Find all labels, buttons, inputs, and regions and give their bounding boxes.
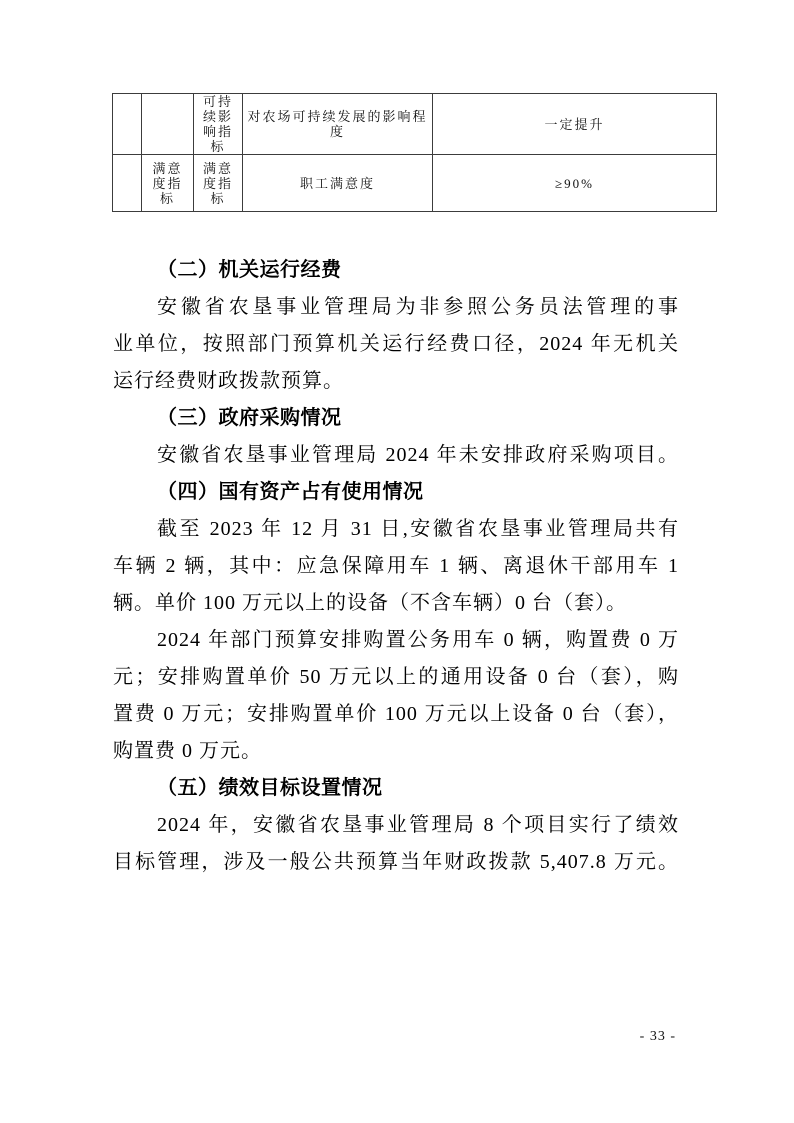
paragraph-line: 辆。单价 100 万元以上的设备（不含车辆）0 台（套）。 bbox=[113, 592, 627, 614]
cell-text: 对农场可持续发展的影响程度 bbox=[247, 109, 428, 139]
cell-text: 可持续影响指标 bbox=[202, 94, 233, 154]
table-cell-indicator-value bbox=[433, 94, 717, 155]
paragraph-line: 购置费 0 万元。 bbox=[113, 740, 262, 762]
page-number: - 33 - bbox=[639, 1029, 676, 1044]
table-cell-indicator-value bbox=[433, 155, 717, 212]
paragraph-line: 车辆 2 辆，其中：应急保障用车 1 辆、离退休干部用车 1 bbox=[113, 555, 679, 577]
cell-text: 一定提升 bbox=[544, 116, 605, 132]
table-cell-empty bbox=[113, 155, 142, 212]
section-heading-state-assets: （四）国有资产占有使用情况 bbox=[157, 481, 424, 503]
cell-text: 职工满意度 bbox=[299, 175, 375, 191]
table-cell-indicator-name bbox=[243, 155, 433, 212]
table-cell-empty bbox=[113, 94, 142, 155]
paragraph-line: 目标管理，涉及一般公共预算当年财政拨款 5,407.8 万元。 bbox=[113, 851, 679, 873]
performance-indicator-table bbox=[112, 93, 717, 212]
table-cell-indicator-category bbox=[194, 94, 243, 155]
paragraph-line: 2024 年部门预算安排购置公务用车 0 辆，购置费 0 万 bbox=[157, 629, 679, 651]
table-row bbox=[113, 94, 717, 155]
table-cell-indicator-group bbox=[142, 155, 194, 212]
paragraph-line: 置费 0 万元；安排购置单价 100 万元以上设备 0 台（套）， bbox=[113, 703, 679, 725]
paragraph-line: 业单位，按照部门预算机关运行经费口径，2024 年无机关 bbox=[113, 333, 679, 355]
table-cell-empty bbox=[142, 94, 194, 155]
paragraph-line: 安徽省农垦事业管理局 2024 年未安排政府采购项目。 bbox=[157, 444, 679, 466]
paragraph-line: 运行经费财政拨款预算。 bbox=[113, 370, 344, 392]
cell-text: 满意度指标 bbox=[202, 160, 233, 206]
section-heading-procurement: （三）政府采购情况 bbox=[157, 407, 342, 429]
paragraph-line: 截至 2023 年 12 月 31 日,安徽省农垦事业管理局共有 bbox=[157, 518, 679, 540]
document-body bbox=[113, 252, 679, 881]
section-heading-performance-goals: （五）绩效目标设置情况 bbox=[157, 777, 383, 799]
paragraph-line: 2024 年，安徽省农垦事业管理局 8 个项目实行了绩效 bbox=[157, 814, 679, 836]
paragraph-line: 元；安排购置单价 50 万元以上的通用设备 0 台（套），购 bbox=[113, 666, 679, 688]
table-cell-indicator-category bbox=[194, 155, 243, 212]
table-row bbox=[113, 155, 717, 212]
cell-text: 满意度指标 bbox=[152, 160, 183, 206]
table-cell-indicator-name bbox=[243, 94, 433, 155]
cell-text: ≥90% bbox=[555, 175, 594, 191]
paragraph-line: 安徽省农垦事业管理局为非参照公务员法管理的事 bbox=[157, 296, 679, 318]
section-heading-operating-funds: （二）机关运行经费 bbox=[157, 259, 342, 281]
